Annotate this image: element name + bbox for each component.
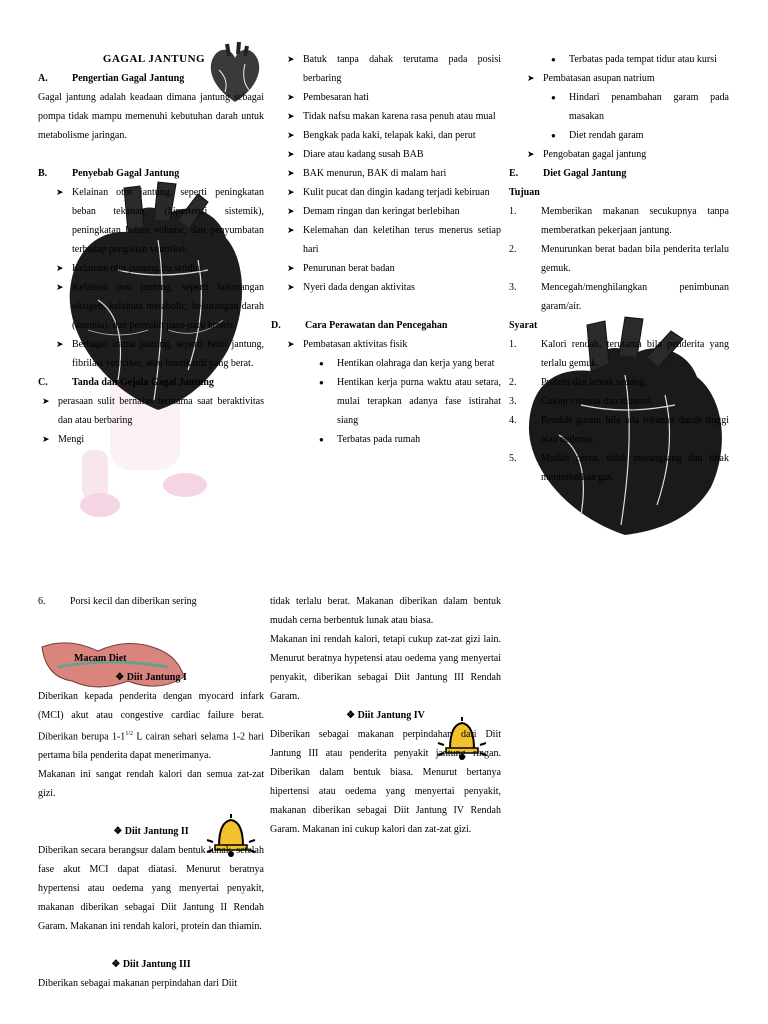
syarat-label: Syarat [509,320,538,331]
list-item: ➤ Kulit pucat dan dingin kadang terjadi kebiruan [287,183,501,202]
syarat-list-continued [38,592,264,611]
diit-1-text: Diberikan kepada penderita dengan myocard infark (MCI) akut atau congestive cardiac failure berat. Diberikan berupa $1-1^{1/2}$ L cairan sehari selama 1-2 hari pertama bila penderita dapat menerimanya. [38,691,264,762]
list-item: ● Diet rendah garam [547,126,729,145]
page2-column-1 [38,592,264,993]
list-item: ➤ Kelainan otot jantung itu sendiri. [56,259,264,278]
care-list-end [527,145,729,164]
list-item: ➤ Pembatasan aktivitas fisik [287,335,501,354]
list-item: ➤ Diare atau kadang susah BAB [287,145,501,164]
page-title: GAGAL JANTUNG [102,53,206,65]
list-item: ➤ Penurunan berat badan [287,259,501,278]
list-item: ● Hindari penambahan garam pada masakan [547,88,729,126]
list-item: 4. Rendah garam bila ada tekanan darah tinggi atau oedema. [509,415,729,445]
page1-column-2 [271,50,501,449]
care-list-continued [527,69,729,88]
list-item: 3. Mencegah/menghilangkan penimbunan garam/air. [509,282,729,312]
list-item: 2. Menurunkan berat badan bila penderita terlalu gemuk. [509,244,729,274]
diit-3-text: Diberikan sebagai makanan perpindahan dari Diit [38,978,238,990]
section-a-heading: A. Pengertian Gagal Jantung [38,73,185,84]
diit-4-heading: ❖ Diit Jantung IV [270,706,501,725]
symptom-list-continued [287,50,501,297]
list-item: ➤ Bengkak pada kaki, telapak kaki, dan perut [287,126,501,145]
list-item: ➤ Kelainan non jantung, seperti kekurangan oksigen, kelainan metabolic, kekurangan darah (anemia), dan penyakit paru-paru kronis. [56,278,264,335]
list-item: 2. Protein dan lemak sedang. [509,377,647,388]
tujuan-label: Tujuan [509,187,540,198]
list-item: ➤ Demam ringan dan keringat berlebihan [287,202,501,221]
section-b-heading: B. Penyebab Gagal Jantung [38,168,180,179]
page1-column-3 [509,50,729,487]
diit-4-text: Diberikan sebagai makanan perpindahan dari Diit Jantung III atau penderita penyakit jantung ringan. Diberikan dalam bentuk biasa. Menurut bertanya hipertensi atau oedema yang menyertai penyakit, makanan diberikan sebagai Diit Jantung IV Rendah Garam. Makanan ini cukup kalori dan zat-zat gizi. [270,729,501,835]
list-item: ● Hentikan kerja purna waktu atau setara, mulai terapkan adanya fase istirahat siang [315,373,501,430]
diit-3-text-continued: tidak terlalu berat. Makanan diberikan dalam bentuk mudah cerna berbentuk lunak atau biasa. [270,596,501,626]
list-item: ➤ Tidak nafsu makan karena rasa penuh atau mual [287,107,501,126]
care-list [287,335,501,354]
page1-column-1 [38,50,264,449]
section-e-heading: E. Diet Gagal Jantung [509,168,627,179]
list-item: ➤ Kelemahan dan keletihan terus menerus setiap hari [287,221,501,259]
list-item: ● Hentikan olahraga dan kerja yang berat [315,354,501,373]
list-item: 3. Cukup vitamin dan mineral. [509,396,654,407]
diet-types-heading: Macam Diet [74,653,127,664]
care-sublist [287,354,501,449]
list-item: ➤ perasaan sulit bernafas terutama saat beraktivitas dan atau berbaring [42,392,264,430]
diit-2-heading: ❖ Diit Jantung II [38,822,264,841]
list-item: ➤ Kelainan otot jantung, seperti peningkatan beban tekanan, (hipertensi sistemik), peningkatan beban volume, dan penyumbatan terhadap pengisian ventrikel. [56,183,264,259]
list-item: ➤ Berbagai irama jantung, seperti henti jantung, fibrilasi ventrikel, atau bradikardi yang berat. [56,335,264,373]
list-item: 1. Kalori rendah, terutama bila penderita yang terlalu gemuk. [509,339,729,369]
diit-1-heading: ❖ Diit Jantung I [38,668,264,687]
list-item: 1. Memberikan makanan secukupnya tanpa memberatkan pekerjaan jantung. [509,206,729,236]
section-a-text: Gagal jantung adalah keadaan dimana jantung sebagai pompa tidak mampu memenuhi kebutuhan darah untuk metabolisme jaringan. [38,92,264,141]
list-item: ● Terbatas pada rumah [315,430,501,449]
symptom-list [42,392,264,449]
page2-column-2 [270,592,501,839]
list-item: ➤ Mengi [42,430,264,449]
sodium-sublist [519,88,729,145]
care-sublist-continued [519,50,729,69]
list-item: 6. Porsi kecil dan diberikan sering [38,596,197,607]
list-item: ➤ Pembatasan asupan natrium [527,69,729,88]
list-item: ➤ BAK menurun, BAK di malam hari [287,164,501,183]
cause-list [22,183,264,373]
list-item: ➤ Nyeri dada dengan aktivitas [287,278,501,297]
list-item: ➤ Pengobatan gagal jantung [527,145,729,164]
diit-3-text-2: Makanan ini rendah kalori, tetapi cukup zat-zat gizi lain. Menurut beratnya hypetensi atau oedema yang menyertai penyakit, diberikan sebagai Diit Jantung III Rendah Garam. [270,634,501,702]
diit-3-heading: ❖ Diit Jantung III [38,955,264,974]
diit-2-text: Diberikan secara berangsur dalam bentuk lunak, setelah fase akut MCI dapat diatasi. Menurut beratnya hypertensi atau oedema yang menyertai penyakit, makanan diberikan sebagai Diit Jantung II Rendah Garam. Makanan ini rendah kalori, protein dan thiamin. [38,845,264,933]
tujuan-list [509,202,729,316]
section-c-heading: C. Tanda dan Gejala Gagal Jantung [38,377,214,388]
list-item: 5. Mudah cerna, tidak merangsang dan tidak menimbulkan gas. [509,453,729,483]
list-item: ● Terbatas pada tempat tidur atau kursi [547,50,729,69]
section-d-heading: D. Cara Perawatan dan Pencegahan [271,320,448,331]
diit-1-text-2: Makanan ini sangat rendah kalori dan semua zat-zat gizi. [38,769,264,800]
list-item: ➤ Pembesaran hati [287,88,501,107]
list-item: ➤ Batuk tanpa dahak terutama pada posisi berbaring [287,50,501,88]
syarat-list [509,335,729,487]
